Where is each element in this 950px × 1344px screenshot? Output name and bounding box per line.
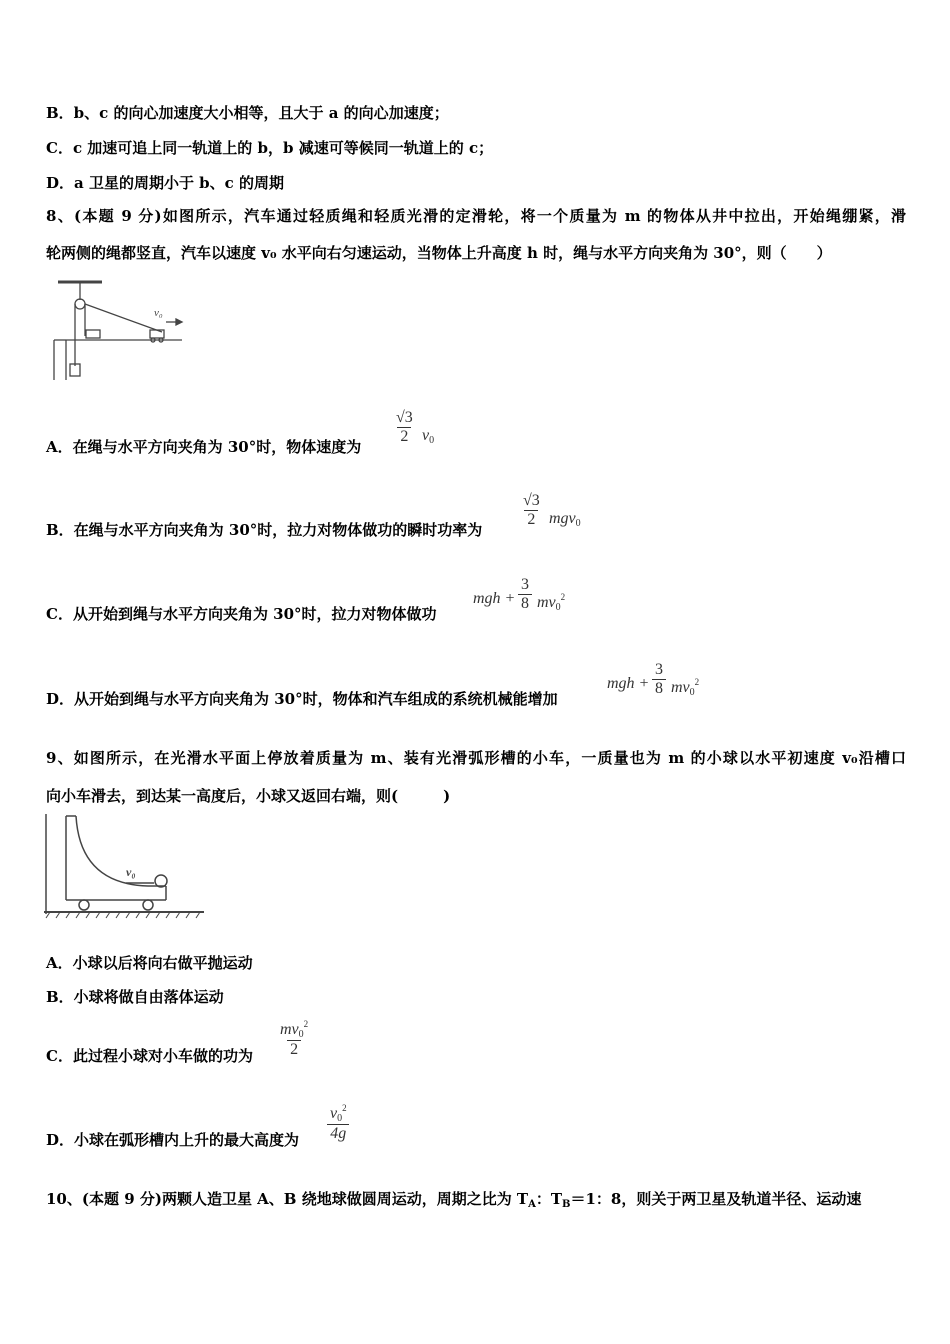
q8-figure-label: v₀ [154,307,163,319]
q8-d-numerator: 3 [655,661,663,678]
q8-option-a: A．在绳与水平方向夹角为 30°时，物体速度为 [46,438,362,456]
q9-d-fraction [327,1103,350,1143]
q8-c-mv2: $mv_0^2$ [537,592,566,613]
q10-stem-line1: 10、(本题 9 分)两颗人造卫星 A、B 绕地球做圆周运动，周期之比为 $T_A$：$T_B=1$：8，则关于两卫星及轨道半径、运动速 [46,1190,862,1210]
q9-option-c: C．此过程小球对小车做的功为 [46,1047,253,1065]
q8-d-mv2: $mv_0^2$ [671,677,700,698]
q9-figure-label: v₀ [126,865,136,879]
q8-c-fraction [518,576,532,613]
q9-option-d: D．小球在弧形槽内上升的最大高度为 [46,1131,300,1149]
q8-d-denominator: 8 [652,679,666,698]
q7-option-c: C．c 加速可追上同一轨道上的 b，b 减速可等候同一轨道上的 c； [46,139,494,157]
q8-option-d: D．从开始到绳与水平方向夹角为 30°时，物体和汽车组成的系统机械能增加 [46,690,558,708]
q8-b-numerator: √3 [523,492,540,509]
q8-option-b: B．在绳与水平方向夹角为 30°时，拉力对物体做功的瞬时功率为 [46,521,483,539]
q8-d-fraction [652,661,666,698]
q8-d-mgh: mgh + [607,675,650,692]
q9-stem-line1: 9、如图所示，在光滑水平面上停放着质量为 m、装有光滑弧形槽的小车，一质量也为 m 的小球以水平初速度 v₀沿槽口 [46,749,906,767]
q8-b-power-expr: mgv$_0$ [549,510,581,529]
q8-stem-line2: 轮两侧的绳都竖直，汽车以速度 v₀ 水平向右匀速运动，当物体上升高度 h 时，绳与水平方向夹角为 30°，则（ ） [46,244,832,262]
q9-cart-figure [44,814,206,920]
q8-pulley-figure [50,278,190,382]
q8-c-denominator: 8 [518,594,532,613]
q8-c-numerator: 3 [521,576,529,593]
q8-b-denominator: 2 [524,510,538,529]
q8-a-velocity: $v_0$ [422,427,435,446]
q9-c-denominator: 2 [287,1040,301,1059]
q9-d-numerator: $v_0^2$ [330,1103,347,1124]
q8-a-denominator: 2 [397,427,411,446]
q8-b-fraction [520,492,543,529]
q9-option-b: B．小球将做自由落体运动 [46,988,224,1006]
q9-c-numerator: $mv_0^2$ [280,1019,309,1040]
q9-d-denominator: 4g [327,1124,349,1143]
q8-a-fraction [393,409,416,446]
q7-option-d: D．a 卫星的周期小于 b、c 的周期 [46,174,285,192]
q8-c-mgh: mgh + [473,590,516,607]
q8-option-c: C．从开始到绳与水平方向夹角为 30°时，拉力对物体做功 [46,605,437,623]
q8-stem-line1: 8、(本题 9 分)如图所示，汽车通过轻质绳和轻质光滑的定滑轮，将一个质量为 m 的物体从井中拉出，开始绳绷紧，滑 [46,207,906,225]
q7-option-b: B．b、c 的向心加速度大小相等，且大于 a 的向心加速度； [46,104,449,122]
q9-option-a: A．小球以后将向右做平抛运动 [46,954,253,972]
q9-c-fraction [277,1019,311,1059]
q9-stem-line2: 向小车滑去，到达某一高度后，小球又返回右端，则( ) [46,787,451,805]
q8-a-numerator: √3 [396,409,413,426]
